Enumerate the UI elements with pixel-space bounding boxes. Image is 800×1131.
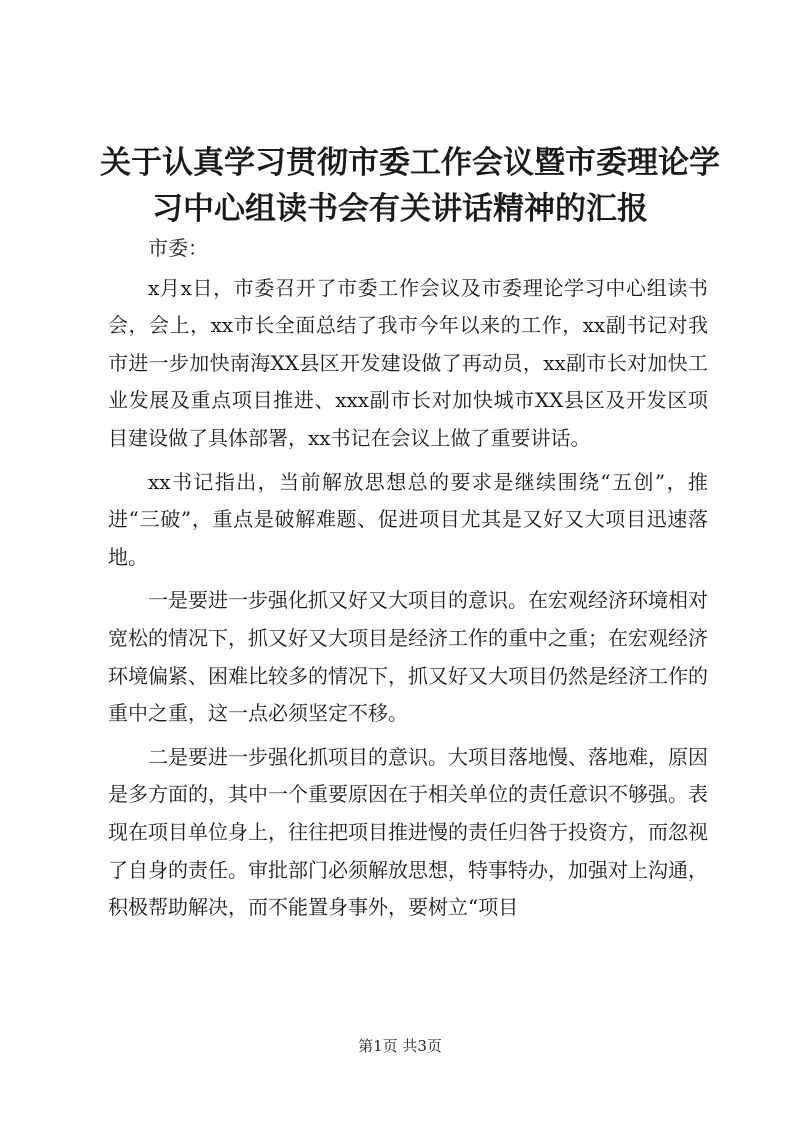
document-body <box>108 230 708 933</box>
salutation: 市委： <box>148 236 208 260</box>
paragraph-2: xx书记指出，当前解放思想总的要求是继续围绕“五创”，推进“三破”，重点是破解难题、促进项目尤其是又好又大项目迅速落地。 <box>108 469 708 569</box>
title-line-2: 习中心组读书会有关讲话精神的汇报 <box>152 191 648 227</box>
document-title <box>100 140 720 232</box>
paragraph-4: 二是要进一步强化抓项目的意识。大项目落地慢、落地难，原因是多方面的，其中一个重要原因在于相关单位的责任意识不够强。表现在项目单位身上，往往把项目推进慢的责任归咎于投资方，而忽视了自身的责任。审批部门必须解放思想，特事特办，加强对上沟通，积极帮助解决，而不能置身事外，要树立“项目 <box>108 744 708 920</box>
page-footer: 第1页 共3页 <box>358 1037 442 1055</box>
paragraph-3: 一是要进一步强化抓又好又大项目的意识。在宏观经济环境相对宽松的情况下，抓又好又大项目是经济工作的重中之重；在宏观经济环境偏紧、困难比较多的情况下，抓又好又大项目仍然是经济工作的重中之重，这一点必须坚定不移。 <box>108 588 708 726</box>
title-line-1: 关于认真学习贯彻市委工作会议暨市委理论学 <box>100 145 720 181</box>
paragraph-1: x月x日，市委召开了市委工作会议及市委理论学习中心组读书会，会上，xx市长全面总结了我市今年以来的工作，xx副书记对我市进一步加快南海XX县区开发建设做了再动员，xx副市长对加快工业发展及重点项目推进、xxx副市长对加快城市XX县区及开发区项目建设做了具体部署，xx书记在会议上做了重要讲话。 <box>108 275 708 450</box>
